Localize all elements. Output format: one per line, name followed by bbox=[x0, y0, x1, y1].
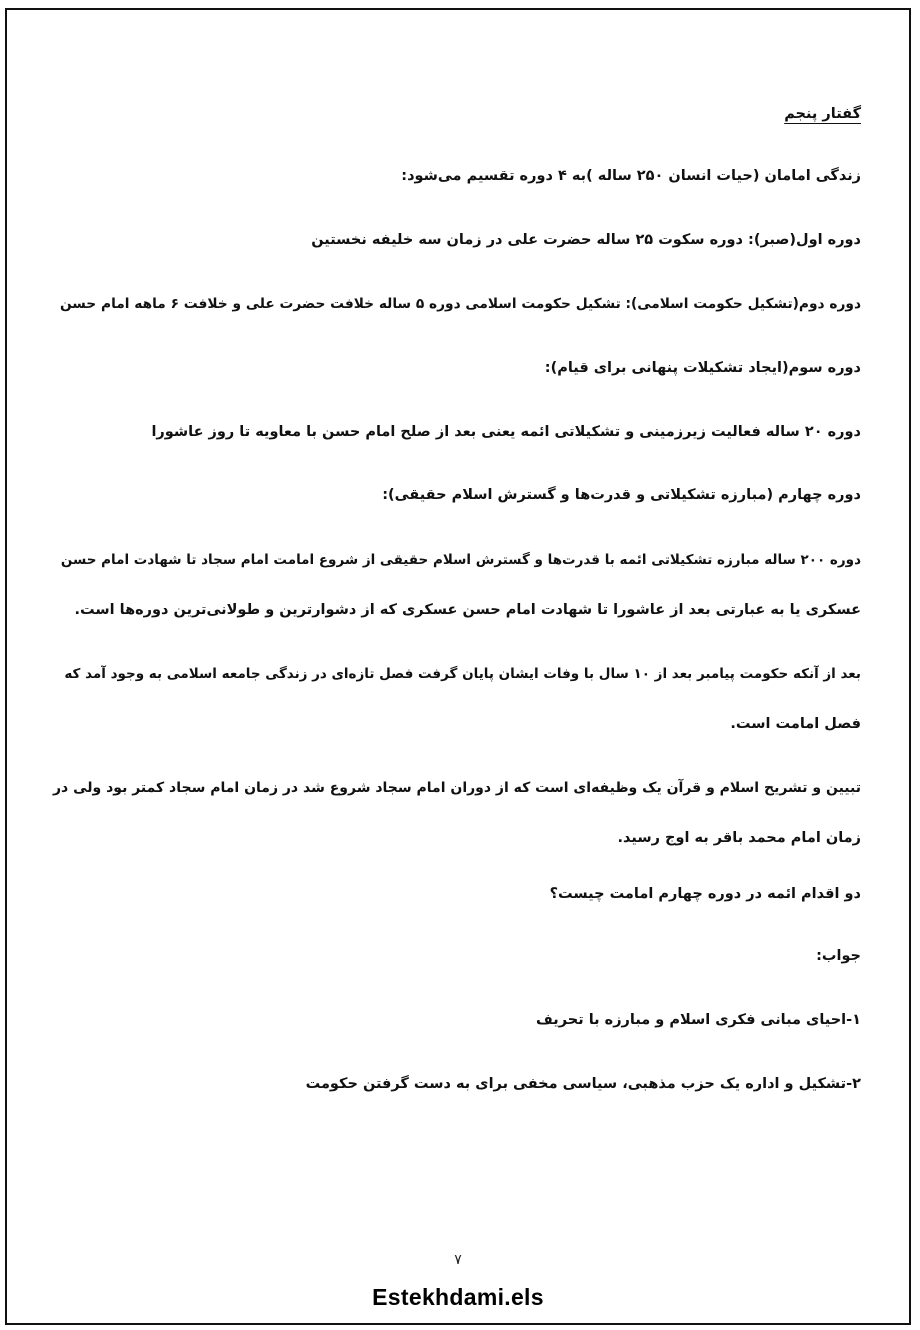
paragraph-line: دوره ۲۰۰ ساله مبارزه تشکیلاتی ائمه با قدرت‌ها و گسترش اسلام حقیقی از شروع امامت امام سجاد تا شهادت امام حسن bbox=[60, 552, 861, 568]
paragraph-line: تبیین و تشریح اسلام و قرآن یک وظیفه‌ای است که از دوران امام سجاد شروع شد در زمان امام سجاد کمتر بود ولی در bbox=[53, 780, 861, 796]
paragraph-line: دوره سوم(ایجاد تشکیلات پنهانی برای قیام): bbox=[544, 360, 861, 376]
question-line: دو اقدام ائمه در دوره چهارم امامت چیست؟ bbox=[549, 886, 861, 902]
answer-item-1: ۱-احیای مبانی فکری اسلام و مبارزه با تحریف bbox=[536, 1012, 861, 1028]
answer-label: جواب: bbox=[816, 948, 861, 964]
paragraph-line: زندگی امامان (حیات انسان ۲۵۰ ساله )به ۴ دوره تقسیم می‌شود: bbox=[401, 168, 861, 184]
paragraph-line: بعد از آنکه حکومت پیامبر بعد از ۱۰ سال با وفات ایشان پایان گرفت فصل تازه‌ای در زندگی جامعه اسلامی به وجود آمد که bbox=[64, 666, 861, 682]
paragraph-line: دوره ۲۰ ساله فعالیت زیرزمینی و تشکیلاتی ائمه یعنی بعد از صلح امام حسن با معاویه تا روز عاشورا bbox=[151, 424, 861, 440]
paragraph-line: دوره دوم(تشکیل حکومت اسلامی): تشکیل حکومت اسلامی دوره ۵ ساله خلافت حضرت علی و خلافت ۶ ماهه امام حسن bbox=[59, 296, 861, 312]
paragraph-line: فصل امامت است. bbox=[730, 716, 861, 732]
paragraph-line: زمان امام محمد باقر به اوج رسید. bbox=[617, 830, 861, 846]
answer-item-2: ۲-تشکیل و اداره یک حزب مذهبی، سیاسی مخفی برای به دست گرفتن حکومت bbox=[305, 1076, 861, 1092]
section-title: گفتار پنجم bbox=[784, 106, 861, 122]
watermark-text: Estekhdami.els bbox=[372, 1284, 544, 1310]
document-page bbox=[5, 8, 911, 1325]
paragraph-line: دوره چهارم (مبارزه تشکیلاتی و قدرت‌ها و گسترش اسلام حقیقی): bbox=[382, 487, 861, 503]
paragraph-line: دوره اول(صبر): دوره سکوت ۲۵ ساله حضرت علی در زمان سه خلیفه نخستین bbox=[311, 232, 861, 248]
paragraph-line: عسکری یا به عبارتی بعد از عاشورا تا شهادت امام حسن عسکری که از دشوارترین و طولانی‌ترین دوره‌ها است. bbox=[74, 602, 861, 618]
page-number: ۷ bbox=[454, 1252, 462, 1268]
